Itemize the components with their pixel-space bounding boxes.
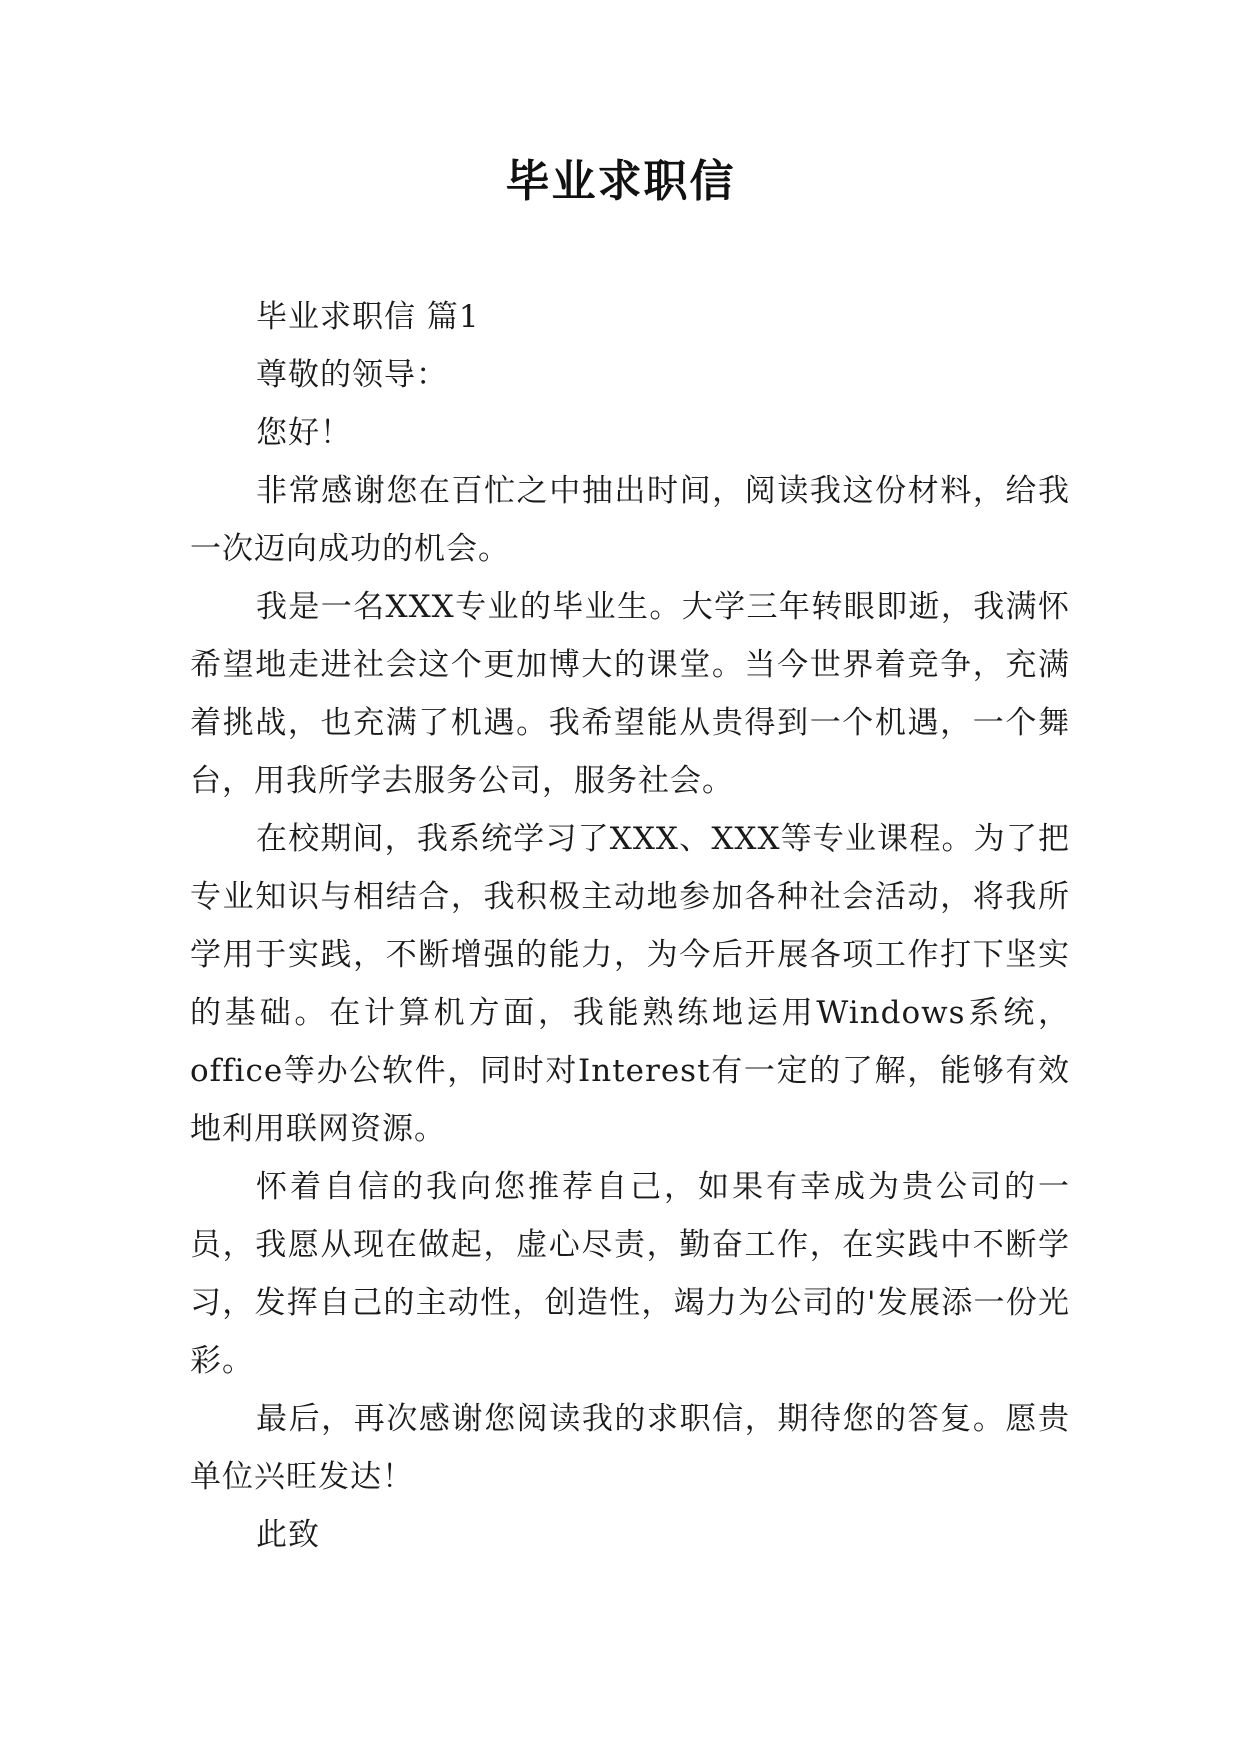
letter-body — [190, 288, 1070, 1564]
paragraph-closing: 最后，再次感谢您阅读我的求职信，期待您的答复。愿贵单位兴旺发达！ — [190, 1401, 1070, 1495]
paragraph-education: 在校期间，我系统学习了XXX、XXX等专业课程。为了把专业知识与相结合，我积极主动地参加各种社会活动，将我所学用于实践，不断增强的能力，为今后开展各项工作打下坚实的基础。在计算机方面，我能熟练地运用Windows系统，office等办公软件，同时对Interest有一定的了解，能够有效地利用联网资源。 — [190, 821, 1070, 1147]
valediction: 此致 — [256, 1517, 320, 1553]
document-title: 毕业求职信 — [505, 156, 736, 207]
greeting: 您好！ — [256, 415, 352, 451]
paragraph-introduction: 我是一名XXX专业的毕业生。大学三年转眼即逝，我满怀希望地走进社会这个更加博大的课堂。当今世界着竞争，充满着挑战，也充满了机遇。我希望能从贵得到一个机遇，一个舞台，用我所学去服务公司，服务社会。 — [190, 589, 1070, 799]
salutation: 尊敬的领导： — [256, 357, 448, 393]
paragraph-commitment: 怀着自信的我向您推荐自己，如果有幸成为贵公司的一员，我愿从现在做起，虚心尽责，勤奋工作，在实践中不断学习，发挥自己的主动性，创造性，竭力为公司的'发展添一份光彩。 — [190, 1169, 1070, 1379]
paragraph-thanks: 非常感谢您在百忙之中抽出时间，阅读我这份材料，给我一次迈向成功的机会。 — [190, 473, 1070, 567]
letter-heading: 毕业求职信 篇1 — [256, 299, 480, 335]
